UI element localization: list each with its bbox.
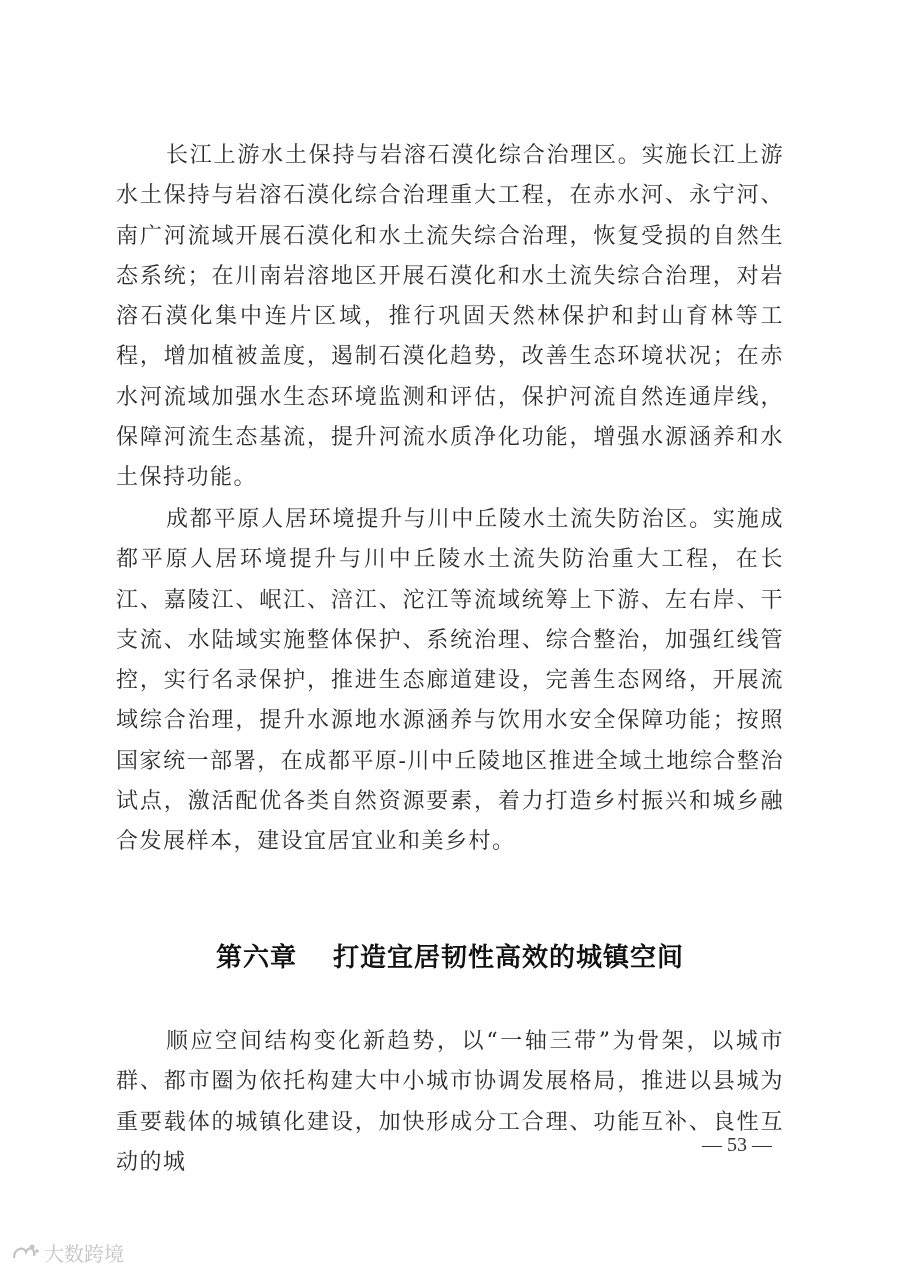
page-number: — 53 — — [702, 1134, 772, 1156]
paragraph-3: 顺应空间结构变化新趋势，以“一轴三带”为骨架，以城市群、都市圈为依托构建大中小城市协调发展格局，推进以县城为重要载体的城镇化建设，加快形成分工合理、功能互补、良性互动的城 — [116, 1029, 784, 1175]
paragraph-1: 长江上游水土保持与岩溶石漠化综合治理区。实施长江上游水土保持与岩溶石漠化综合治理重大工程，在赤水河、永宁河、南广河流域开展石漠化和水土流失综合治理，恢复受损的自然生态系统；在川南岩溶地区开展石漠化和水土流失综合治理，对岩溶石漠化集中连片区域，推行巩固天然林保护和封山育林等工程，增加植被盖度，遏制石漠化趋势，改善生态环境状况；在赤水河流域加强水生态环境监测和评估，保护河流自然连通岸线，保障河流生态基流，提升河流水质净化功能，增强水源涵养和水土保持功能。 — [116, 143, 784, 491]
watermark-text: 大数跨境 — [44, 1242, 124, 1266]
paragraph-2: 成都平原人居环境提升与川中丘陵水土流失防治区。实施成都平原人居环境提升与川中丘陵水土流失防治重大工程，在长江、嘉陵江、岷江、涪江、沱江等流域统筹上下游、左右岸、干支流、水陆域实施整体保护、系统治理、综合整治，加强红线管控，实行名录保护，推进生态廊道建设，完善生态网络，开展流域综合治理，提升水源地水源涵养与饮用水安全保障功能；按照国家统一部署，在成都平原-川中丘陵地区推进全域土地综合整治试点，激活配优各类自然资源要素，着力打造乡村振兴和城乡融合发展样本，建设宜居宜业和美乡村。 — [116, 507, 784, 855]
chapter-heading — [0, 937, 900, 974]
logo-icon — [10, 1242, 40, 1264]
chapter-title: 打造宜居韧性高效的城镇空间 — [333, 943, 685, 973]
chapter-number: 第六章 — [215, 943, 297, 973]
watermark — [10, 1238, 124, 1267]
